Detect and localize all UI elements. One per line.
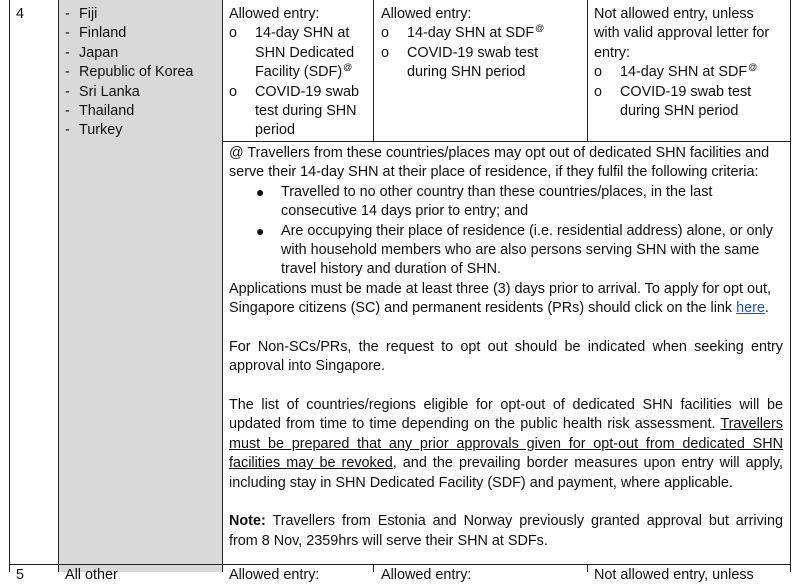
hollow-bullet: o xyxy=(381,25,390,42)
next-row-countries: All other xyxy=(65,567,118,583)
hollow-bullet: o xyxy=(229,25,238,42)
table-border-col4-next xyxy=(587,564,588,572)
cell-heading: Allowed entry: xyxy=(229,6,320,22)
next-row-col-c: Not allowed entry, unless xyxy=(594,567,754,583)
table-border-row-end xyxy=(9,564,791,565)
note-label: Note: xyxy=(229,513,266,530)
cell-short-term-visitors: Not allowed entry, unless with valid approval letter for entry: o 14-day SHN at SDF@ o COVID-19 swab test during SHN period xyxy=(594,6,770,119)
cell-heading: Allowed entry: xyxy=(381,6,472,22)
table-border-left xyxy=(9,0,10,572)
next-row-col-a: Allowed entry: xyxy=(229,567,320,583)
next-row-col-b: Allowed entry: xyxy=(381,567,472,583)
next-row-number: 5 xyxy=(16,567,25,583)
table-border-col4 xyxy=(587,0,588,141)
row-number: 4 xyxy=(16,6,25,22)
criteria-item: ● Are occupying their place of residence (i.e. residential address) alone, or only xyxy=(229,222,783,241)
opt-out-note: @ Travellers from these countries/places may opt out of dedicated SHN facilities and serve their 14-day SHN at their place of residence, if they fulfil the following criteria: ● Travelled to no other country than these countries/places, in the last consecutive 14 days prior to entry; and ● Are occupying their place of residence (i.e. residential address) alone, or only with household members who are also persons serving SHN with the same travel history and duration of SHN. Applications must be made at least three (3) days prior to arrival. To apply for opt out, Singapore citizens (SC) and permanent residents (PRs) should click on the link here. For Non-SCs/PRs, the request to opt out should be indicated when seeking entry approval into Singapore. The list of countries/regions eligible for opt-out of dedicated SHN facilities will be updated from time to time depending on the public health risk assessment. Travellers must be prepared that any prior approvals given for opt-out from dedicated SHN facilities may be revoked, and the prevailing border measures upon entry will apply, including stay in SHN Dedicated Facility (SDF) and payment, where applicable. Note: Travellers from Estonia and Norway previously granted approval but arriving from 8 Nov, 2359hrs will serve their SHN at SDFs. xyxy=(229,145,783,549)
bullet-dot-icon: ● xyxy=(256,222,265,239)
hollow-bullet: o xyxy=(229,83,238,100)
opt-out-link[interactable]: here xyxy=(736,300,765,317)
table-border-col3 xyxy=(373,0,374,141)
bullet-dot-icon: ● xyxy=(256,183,265,200)
table-border-col3-next xyxy=(373,564,374,572)
cell-residents-in-country: Allowed entry: o 14-day SHN at SHN Dedicated Facility (SDF)@ o COVID-19 swab test during SHN period xyxy=(229,6,359,139)
hollow-bullet: o xyxy=(594,83,603,100)
table-border-right xyxy=(790,0,791,572)
hollow-bullet: o xyxy=(594,64,603,81)
criteria-item: ● Travelled to no other country than these countries/places, in the last xyxy=(229,183,783,202)
hollow-bullet: o xyxy=(381,44,390,61)
table-border-col1 xyxy=(58,0,59,572)
table-border-mid xyxy=(222,141,791,142)
cell-long-term-pass: Allowed entry: o 14-day SHN at SDF@ o COVID-19 swab test during SHN period xyxy=(381,6,545,81)
table-border-col2 xyxy=(222,0,223,572)
cell-heading: Not allowed entry, unless xyxy=(594,6,754,22)
